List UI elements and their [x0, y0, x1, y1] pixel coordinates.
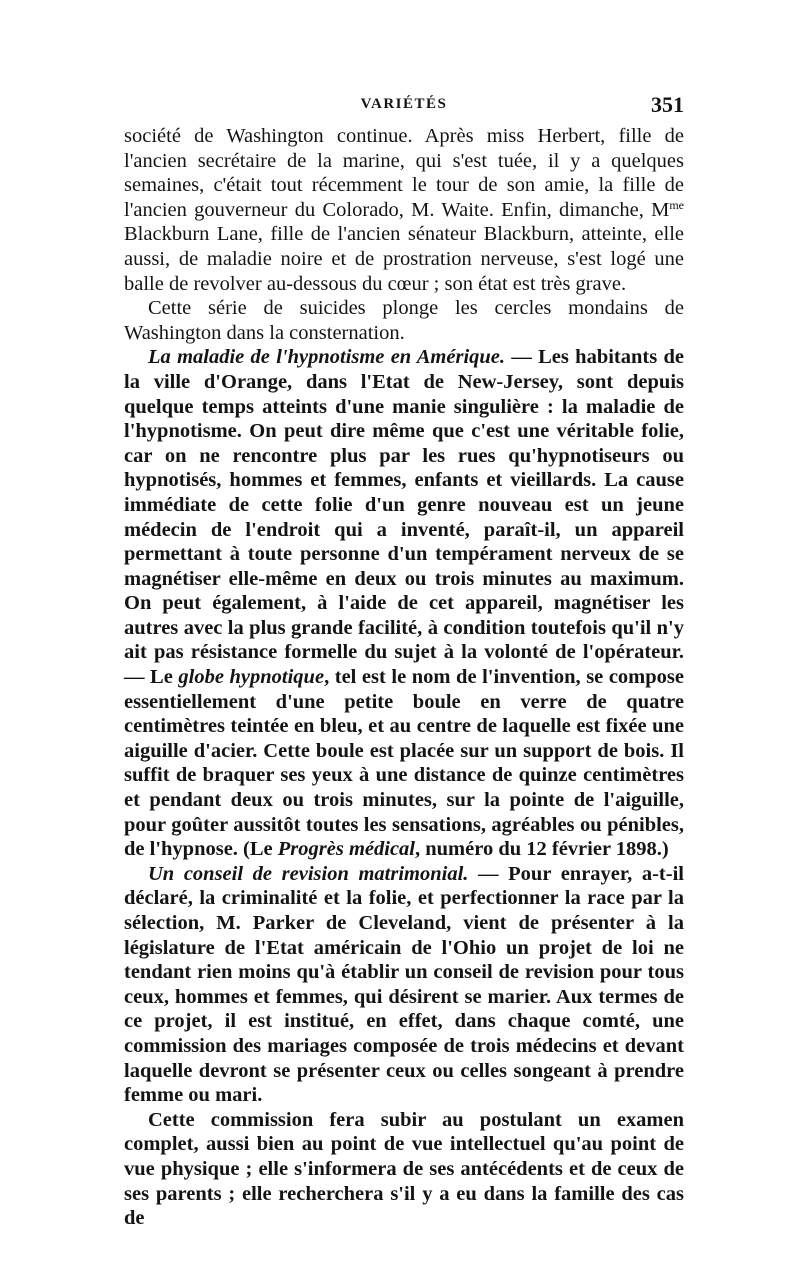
- paragraph-hypnotism: [124, 345, 684, 861]
- paragraph-commission-exam: Cette commission fera subir au postulant un examen complet, aussi bien au point de vue intellectuel qu'au point de vue physique ; elle s'informera de ses antécédents et de ceux de ses parents ; elle recherchera s'il y a eu dans la famille des cas de: [124, 1108, 684, 1230]
- page-number: 351: [651, 92, 684, 117]
- invention-name: globe hypnotique: [178, 666, 325, 689]
- paragraph-text: société de Washington continue. Après miss Herbert, fille de l'ancien secrétaire de la marine, qui s'est tuée, il y a quelques semaines, c'était tout récemment le tour de son amie, la fille de l'ancien gouverneur du Colorado, M. Waite. Enfin, dimanche,: [124, 125, 684, 221]
- paragraph-text: , tel est le nom de l'invention, se compose essentiellement d'une petite boule en verre de quatre centimètres teintée en bleu, et au centre de laquelle est fixée une aiguille d'acier. Cette boule est placée sur un support de bois. Il suffit de braquer ses yeux à une distance de quinze centimètres et pendant deux ou trois minutes, sur la pointe de l'aiguille, pour goûter aussitôt toutes les sensations, agréables ou pénibles, de l'hypnose. (Le: [124, 666, 684, 861]
- paragraph-washington-suicides: [124, 124, 684, 296]
- paragraph-text: Blackburn Lane, fille de l'ancien sénateur Blackburn, atteinte, elle aussi, de maladie noire et de prostration nerveuse, s'est logé une balle de revolver au-dessous du cœur ; son état est très grave.: [124, 223, 684, 295]
- paragraph-text: — Pour enrayer, a-t-il déclaré, la criminalité et la folie, et perfectionner la race par la sélection, M. Parker de Cleveland, vient de présenter à la législature de l'Etat américain de l'Ohio un projet de loi ne tendant rien moins qu'à établir un conseil de revision pour tous ceux, hommes et femmes, qui désirent se marier. Aux termes de ce projet, il est institué, en effet, dans chaque comté, une commission des mariages composée de trois médecins et devant laquelle devront se présenter ceux ou celles songeant à prendre femme ou mari.: [124, 862, 684, 1107]
- section-title-hypnotism: La maladie de l'hypnotisme en Amérique.: [148, 346, 506, 369]
- paragraph-series-suicides: Cette série de suicides plonge les cercles mondains de Washington dans la consternation.: [124, 297, 684, 344]
- section-title-matrimonial: Un conseil de revision matrimonial.: [148, 862, 469, 885]
- running-title: VARIÉTÉS: [360, 96, 448, 112]
- title-abbreviation: $M^{me}$: [651, 197, 685, 221]
- page-header: [124, 92, 684, 120]
- paragraph-matrimonial-council: [124, 862, 684, 1108]
- body-text: [124, 124, 684, 1231]
- source-citation: Progrès médical: [277, 838, 415, 861]
- paragraph-text: — Les habitants de la ville d'Orange, dans l'Etat de New-Jersey, sont depuis quelque temps atteints d'une manie singulière : la maladie de l'hypnotisme. On peut dire même que c'est une véritable folie, car on ne rencontre plus par les rues qu'hypnotiseurs ou hypnotisés, hommes et femmes, enfants et vieillards. La cause immédiate de cette folie d'un genre nouveau est un jeune médecin de l'endroit qui a inventé, paraît-il, un appareil permettant à toute personne d'un tempérament nerveux de se magnétiser elle-même en deux ou trois minutes au maximum. On peut également, à l'aide de cet appareil, magnétiser les autres avec la plus grande facilité, à condition toutefois qu'il n'y ait pas résistance formelle du sujet à la volonté de l'opérateur. — Le: [124, 346, 684, 689]
- paragraph-text: , numéro du 12 février 1898.): [415, 838, 669, 861]
